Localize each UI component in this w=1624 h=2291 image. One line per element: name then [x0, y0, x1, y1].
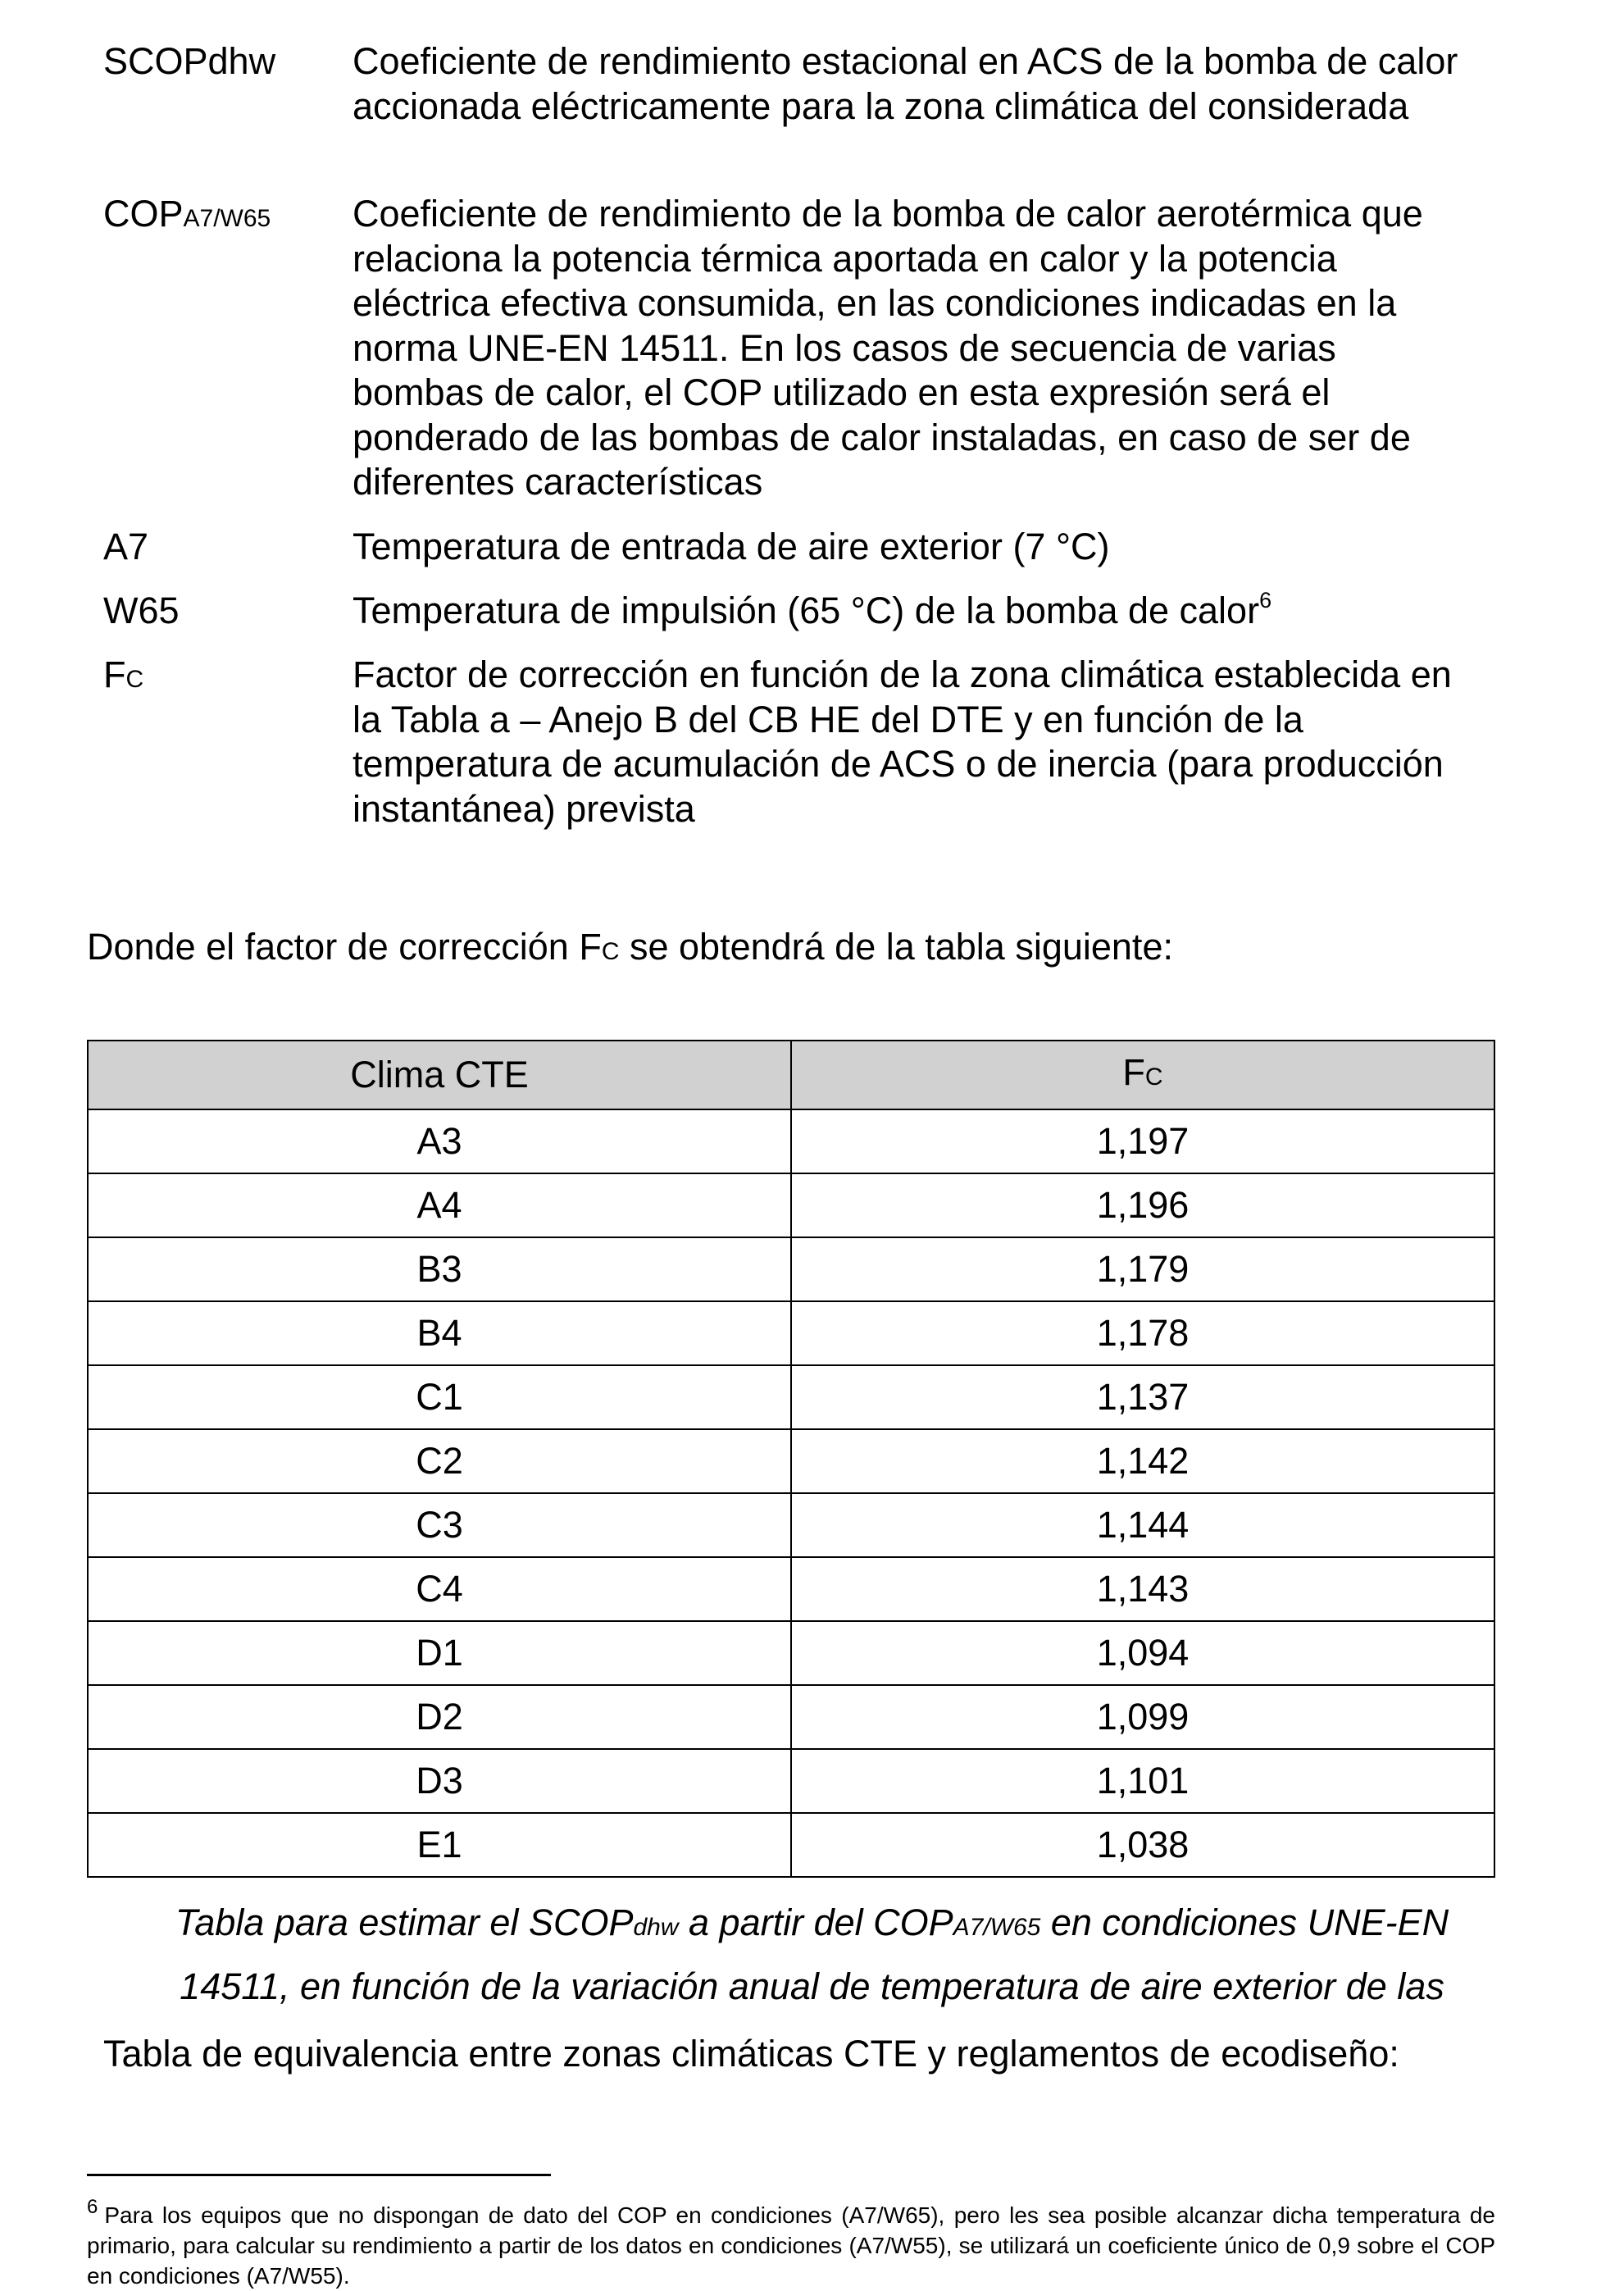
table-caption-line-1: Tabla para estimar el SCOPdhw a partir del COPA7/W65 en condiciones UNE-EN	[175, 1902, 1449, 1943]
cell-fc: 1,143	[791, 1557, 1494, 1621]
definition-description: Temperatura de impulsión (65 °C) de la bomba de calor$^6$	[353, 588, 1272, 631]
cell-clima: D3	[88, 1749, 791, 1813]
definition-term: W65	[103, 590, 180, 631]
cell-clima: A3	[88, 1109, 791, 1173]
cell-clima: D1	[88, 1621, 791, 1685]
table-row	[88, 1365, 1494, 1429]
cell-fc: 1,179	[791, 1237, 1494, 1301]
cell-fc: 1,038	[791, 1813, 1494, 1877]
cell-fc: 1,137	[791, 1365, 1494, 1429]
cell-clima: D2	[88, 1685, 791, 1749]
definition-term: A7	[103, 526, 149, 567]
footnote-separator	[87, 2174, 551, 2176]
definition-term: SCOPdhw	[103, 40, 276, 82]
cell-clima: E1	[88, 1813, 791, 1877]
definition-term: COPA7/W65	[103, 193, 271, 235]
footnote-text: Para los equipos que no dispongan de dato del COP en condiciones (A7/W65), pero les sea posible alcanzar dicha temperatura de primario, para calcular su rendimiento a partir de los datos en condiciones (A7/W55), se utilizará un coeficiente único de 0,9 sobre el COP en condiciones (A7/W55).	[87, 2202, 1495, 2289]
footnote-number: 6	[87, 2196, 98, 2218]
table-row	[88, 1813, 1494, 1877]
cell-fc: 1,178	[791, 1301, 1494, 1365]
definition-term-subscript: C	[125, 666, 144, 693]
cell-fc: 1,144	[791, 1493, 1494, 1557]
footnote-reference: 6	[1259, 588, 1272, 613]
cell-fc: 1,101	[791, 1749, 1494, 1813]
table-row	[88, 1685, 1494, 1749]
cell-fc: 1,197	[791, 1109, 1494, 1173]
equivalence-heading: Tabla de equivalencia entre zonas climáticas CTE y reglamentos de ecodiseño:	[103, 2033, 1399, 2075]
table-header-row	[88, 1041, 1494, 1109]
definition-term: FC	[103, 654, 144, 695]
cell-clima: C4	[88, 1557, 791, 1621]
cell-clima: C1	[88, 1365, 791, 1429]
definition-description: Coeficiente de rendimiento de la bomba de calor aerotérmica que relaciona la potencia térmica aportada en calor y la potencia eléctrica efectiva consumida, en las condiciones indicadas en la norma UNE-EN 14511. En los casos de secuencia de varias bombas de calor, el COP utilizado en esta expresión será el ponderado de las bombas de calor instaladas, en caso de ser de diferentes características	[353, 193, 1423, 503]
cell-clima: C2	[88, 1429, 791, 1493]
cell-clima: A4	[88, 1173, 791, 1237]
cell-fc: 1,094	[791, 1621, 1494, 1685]
header-fc: FC	[791, 1041, 1494, 1109]
table-caption-line-2: 14511, en función de la variación anual de temperatura de aire exterior de las	[180, 1965, 1444, 2007]
cell-clima: C3	[88, 1493, 791, 1557]
table-row	[88, 1173, 1494, 1237]
table-row	[88, 1493, 1494, 1557]
table-row	[88, 1429, 1494, 1493]
table-intro-text: Donde el factor de corrección FC se obtendrá de la tabla siguiente:	[87, 926, 1173, 968]
header-clima-cte: Clima CTE	[88, 1041, 791, 1109]
table-row	[88, 1557, 1494, 1621]
definition-description: Factor de corrección en función de la zona climática establecida en la Tabla a – Anejo B del CB HE del DTE y en función de la temperatura de acumulación de ACS o de inercia (para producción instantánea) prevista	[353, 654, 1452, 830]
definition-description: Temperatura de entrada de aire exterior (7 °C)	[353, 526, 1110, 567]
cell-fc: 1,196	[791, 1173, 1494, 1237]
footnote	[87, 2196, 1495, 2291]
table-row	[88, 1301, 1494, 1365]
definition-description: Coeficiente de rendimiento estacional en ACS de la bomba de calor accionada eléctricamente para la zona climática del considerada	[353, 40, 1458, 127]
correction-factor-table	[87, 1040, 1495, 1878]
table-row	[88, 1237, 1494, 1301]
definition-term-subscript: A7/W65	[183, 205, 271, 232]
table-row	[88, 1749, 1494, 1813]
table-row	[88, 1109, 1494, 1173]
cell-fc: 1,099	[791, 1685, 1494, 1749]
table-row	[88, 1621, 1494, 1685]
cell-fc: 1,142	[791, 1429, 1494, 1493]
cell-clima: B4	[88, 1301, 791, 1365]
cell-clima: B3	[88, 1237, 791, 1301]
